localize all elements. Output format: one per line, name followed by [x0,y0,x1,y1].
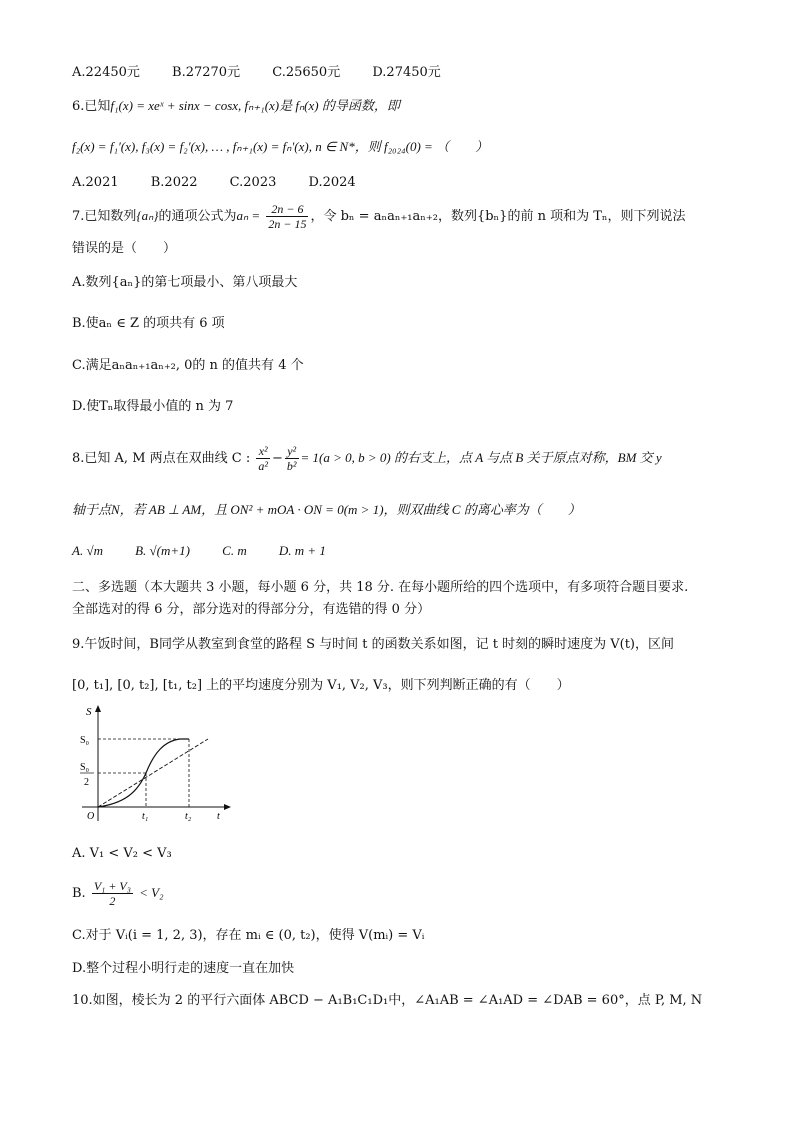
q8-options [72,542,354,561]
q8-option-c: C. m [222,543,247,558]
q6-option-c: C.2023 [229,175,277,190]
label-t1: t₁ [142,811,149,822]
label-half-den: 2 [84,777,89,788]
q9-option-d: D.整个过程小明行走的速度一直在加快 [72,961,295,976]
q8-frac-x-den: a² [258,459,268,473]
section2-heading-line2: 全部选对的得 6 分，部分选对的得部分分，有选错的得 0 分） [72,602,431,617]
q8-frac-y [285,444,299,473]
q7-stem-line2: 错误的是（ ） [72,241,177,256]
q8-stem-line1 [72,438,662,479]
q8-frac-y-num: y² [285,444,299,459]
section2-heading-line1: 二、多选题（本大题共 3 小题，每小题 6 分，共 18 分. 在每小题所给的四个选项中，有多项符合题目要求. [72,580,689,595]
q8-rest: = 1(a > 0, b > 0) 的右支上，点 A 与点 B 关于原点对称，BM 交 y [300,450,662,465]
q7-frac-num: 2n − 6 [266,202,308,217]
label-origin: O [87,811,95,822]
q8-frac-y-den: b² [286,459,297,473]
distance-time-graph [76,703,236,828]
q7-stem-line1 [72,200,686,233]
q7-option-c: C.满足aₙaₙ₊₁aₙ₊₂, 0的 n 的值共有 4 个 [72,358,304,373]
q7-option-d: D.使Tₙ取得最小值的 n 为 7 [72,399,234,414]
label-s0: S₀ [80,735,90,746]
label-half-num: S₀ [80,762,90,773]
q7-prefix: 7.已知数列 [72,209,137,224]
q9-stem-line1: 9.午饭时间，B同学从教室到食堂的路程 S 与时间 t 的函数关系如图，记 t 时刻的瞬时速度为 V(t)，区间 [72,637,674,652]
q5-option-a: A.22450元 [72,65,140,80]
q6-option-b: B.2022 [150,175,198,190]
q8-stem-line2 [72,501,581,520]
q6-options [72,174,384,192]
q6-option-a: A.2021 [72,175,119,190]
q8-line2: 轴于点N，若 AB ⊥ AM，且 ON² + mOA · ON = 0(m > 1)，则双曲线 C 的离心率为（ ） [72,502,581,517]
label-t2: t₂ [185,811,192,822]
q6-math-1: f₁(x) = xeˣ + sinx − cosx, fₙ₊₁(x)是 fₙ(x) 的导函数，即 [110,98,400,113]
q7-rest: ，令 bₙ = aₙaₙ₊₁aₙ₊₂，数列{bₙ}的前 n 项和为 Tₙ，则下列说法 [310,209,686,224]
q6-math-2: f₂(x) = f₁′(x), f₃(x) = f₂′(x), … , fₙ₊₁(x) = fₙ′(x), n ∈ N*，则 f₂₀₂₄(0) = （ ） [72,139,489,154]
q9-option-b-fraction [92,879,133,908]
q9-b-frac-num: V₁ + V₃ [93,879,131,893]
q6-stem-line2 [72,138,488,157]
q8-option-b: B. √(m+1) [135,543,191,558]
q5-option-c: C.25650元 [272,65,341,80]
q8-frac-x [256,444,270,473]
y-axis-arrow [95,705,101,712]
q6-option-d: D.2024 [308,175,356,190]
q8-minus: − [271,451,283,466]
q8-option-a: A. √m [72,543,103,558]
q9-option-b [72,873,164,914]
q9-b-frac-den: 2 [109,894,116,908]
q7-option-b: B.使aₙ ∈ Z 的项共有 6 项 [72,316,225,331]
label-t: t [217,811,220,822]
q7-fraction [266,202,308,231]
label-s: S [86,706,92,718]
q6-prefix: 6.已知 [72,99,111,114]
q7-an: aₙ = [236,208,261,223]
q9-option-c: C.对于 Vᵢ(i = 1, 2, 3)，存在 mᵢ ∈ (0, t₂)，使得 V(mᵢ) = Vᵢ [72,928,425,943]
q7-seq: {aₙ} [136,208,159,223]
x-axis-arrow [224,804,231,810]
q5-options [72,64,469,82]
q6-stem-line1 [72,97,400,116]
q7-frac-den: 2n − 15 [268,217,307,231]
q10-stem-line1: 10.如图，棱长为 2 的平行六面体 ABCD − A₁B₁C₁D₁中，∠A₁AB = ∠A₁AD = ∠DAB = 60°，点 P, M, N [72,993,703,1008]
q5-option-b: B.27270元 [172,65,241,80]
q9-option-b-rest: < V₂ [139,885,164,900]
q9-option-b-prefix: B. [72,886,86,901]
q8-prefix: 8.已知 A, M 两点在双曲线 C : [72,451,251,466]
q7-mid: 的通项公式为 [158,209,237,224]
q9-stem-line2: [0, t₁], [0, t₂], [t₁, t₂] 上的平均速度分别为 V₁, V₂, V₃，则下列判断正确的有（ ） [72,678,570,693]
q7-option-a: A.数列{aₙ}的第七项最小、第八项最大 [72,275,298,290]
q9-option-a: A. V₁ < V₂ < V₃ [72,846,172,861]
q8-option-d: D. m + 1 [278,543,326,558]
q8-frac-x-num: x² [256,444,270,459]
q5-option-d: D.27450元 [372,65,441,80]
